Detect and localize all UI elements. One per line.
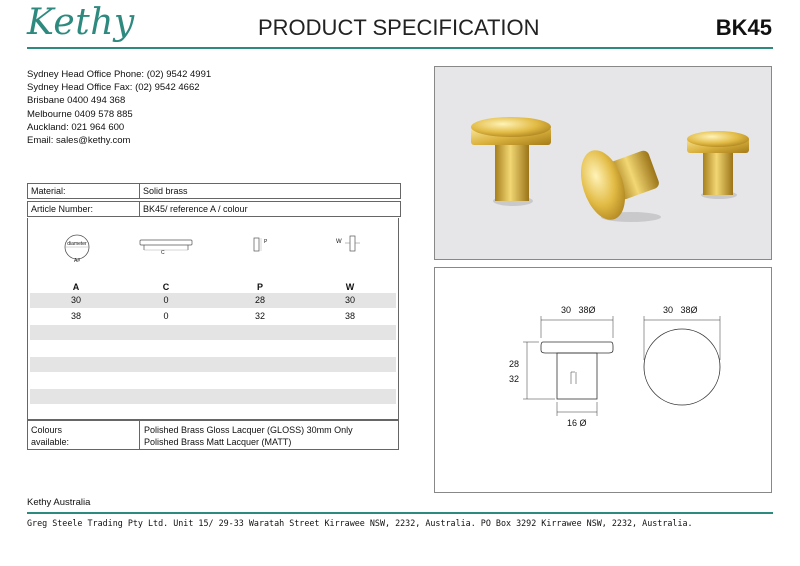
- page-title: PRODUCT SPECIFICATION: [258, 15, 540, 40]
- column-header-w: W: [345, 282, 355, 292]
- article-row: [27, 201, 401, 217]
- footer-company: Kethy Australia: [27, 497, 91, 508]
- brand-logo: Kethy: [27, 2, 135, 43]
- material-row: [27, 183, 401, 199]
- cell-p: 28: [254, 295, 265, 305]
- colour-option: Polished Brass Gloss Lacquer (GLOSS) 30mm Only: [144, 425, 353, 435]
- table-row-empty: [30, 325, 396, 340]
- contact-line: Sydney Head Office Phone: (02) 9542 4991: [27, 69, 212, 80]
- contact-line: Brisbane 0400 494 368: [27, 95, 126, 107]
- table-row: [30, 309, 396, 324]
- colours-label: [28, 421, 140, 449]
- article-value: BK45/ reference A / colour: [143, 204, 248, 214]
- table-row: [30, 293, 396, 308]
- contact-line: Email: sales@kethy.com: [27, 135, 131, 147]
- colours-row: [27, 420, 399, 450]
- cell-a: 30: [70, 295, 81, 305]
- cell-a: 38: [70, 311, 81, 321]
- column-header-p: P: [256, 282, 263, 292]
- product-photo: [434, 66, 772, 260]
- contact-line: Auckland: 021 964 600: [27, 121, 125, 133]
- handle-length-icon: [136, 236, 196, 256]
- height-dimension-28: 28: [509, 359, 520, 369]
- w-icon-label: W: [336, 239, 342, 245]
- knob-dimension-drawing: [435, 268, 771, 492]
- colour-option: Polished Brass Matt Lacquer (MATT): [144, 437, 292, 447]
- technical-drawing: [434, 267, 772, 493]
- table-row-empty: [30, 357, 396, 372]
- front-width-dimension: 30 38Ø: [663, 305, 698, 315]
- footer-divider: [27, 512, 773, 514]
- cell-c: 0: [163, 311, 169, 321]
- header-divider: [27, 47, 773, 49]
- a-icon-label: A#: [73, 258, 81, 264]
- contact-line: Melbourne 0409 578 885: [27, 108, 133, 120]
- article-label: Article Number:: [28, 202, 140, 216]
- contact-line: Sydney Head Office Fax: (02) 9542 4662: [27, 82, 200, 94]
- colours-label-line: available:: [31, 437, 70, 447]
- side-width-dimension: 30 38Ø: [561, 305, 596, 315]
- column-header-a: A: [72, 282, 80, 292]
- cell-w: 38: [344, 311, 355, 321]
- height-dimension-32: 32: [509, 374, 520, 384]
- dimensions-table: [27, 218, 399, 420]
- cell-c: 0: [163, 295, 169, 305]
- footer-address: Greg Steele Trading Pty Ltd. Unit 15/ 29-33 Waratah Street Kirrawee NSW, 2232, Australia. PO Box 3292 Kirrawee NSW, 2232, Australia.: [27, 518, 693, 528]
- colours-values: [140, 421, 398, 449]
- material-value: Solid brass: [143, 186, 188, 196]
- width-icon: [344, 234, 362, 254]
- c-icon-label: C: [161, 250, 165, 256]
- p-icon-label: P: [264, 239, 268, 245]
- contact-info: [27, 68, 211, 147]
- material-label: Material:: [28, 184, 140, 198]
- column-header-c: C: [162, 282, 170, 292]
- table-row-empty: [30, 389, 396, 404]
- colours-label-line: Colours: [31, 425, 63, 435]
- brass-knobs-illustration: [435, 67, 771, 259]
- base-dimension: 16 Ø: [567, 418, 587, 428]
- cell-p: 32: [254, 311, 265, 321]
- cell-w: 30: [344, 295, 355, 305]
- diameter-label: diameter: [67, 241, 87, 247]
- product-code: BK45: [715, 15, 772, 40]
